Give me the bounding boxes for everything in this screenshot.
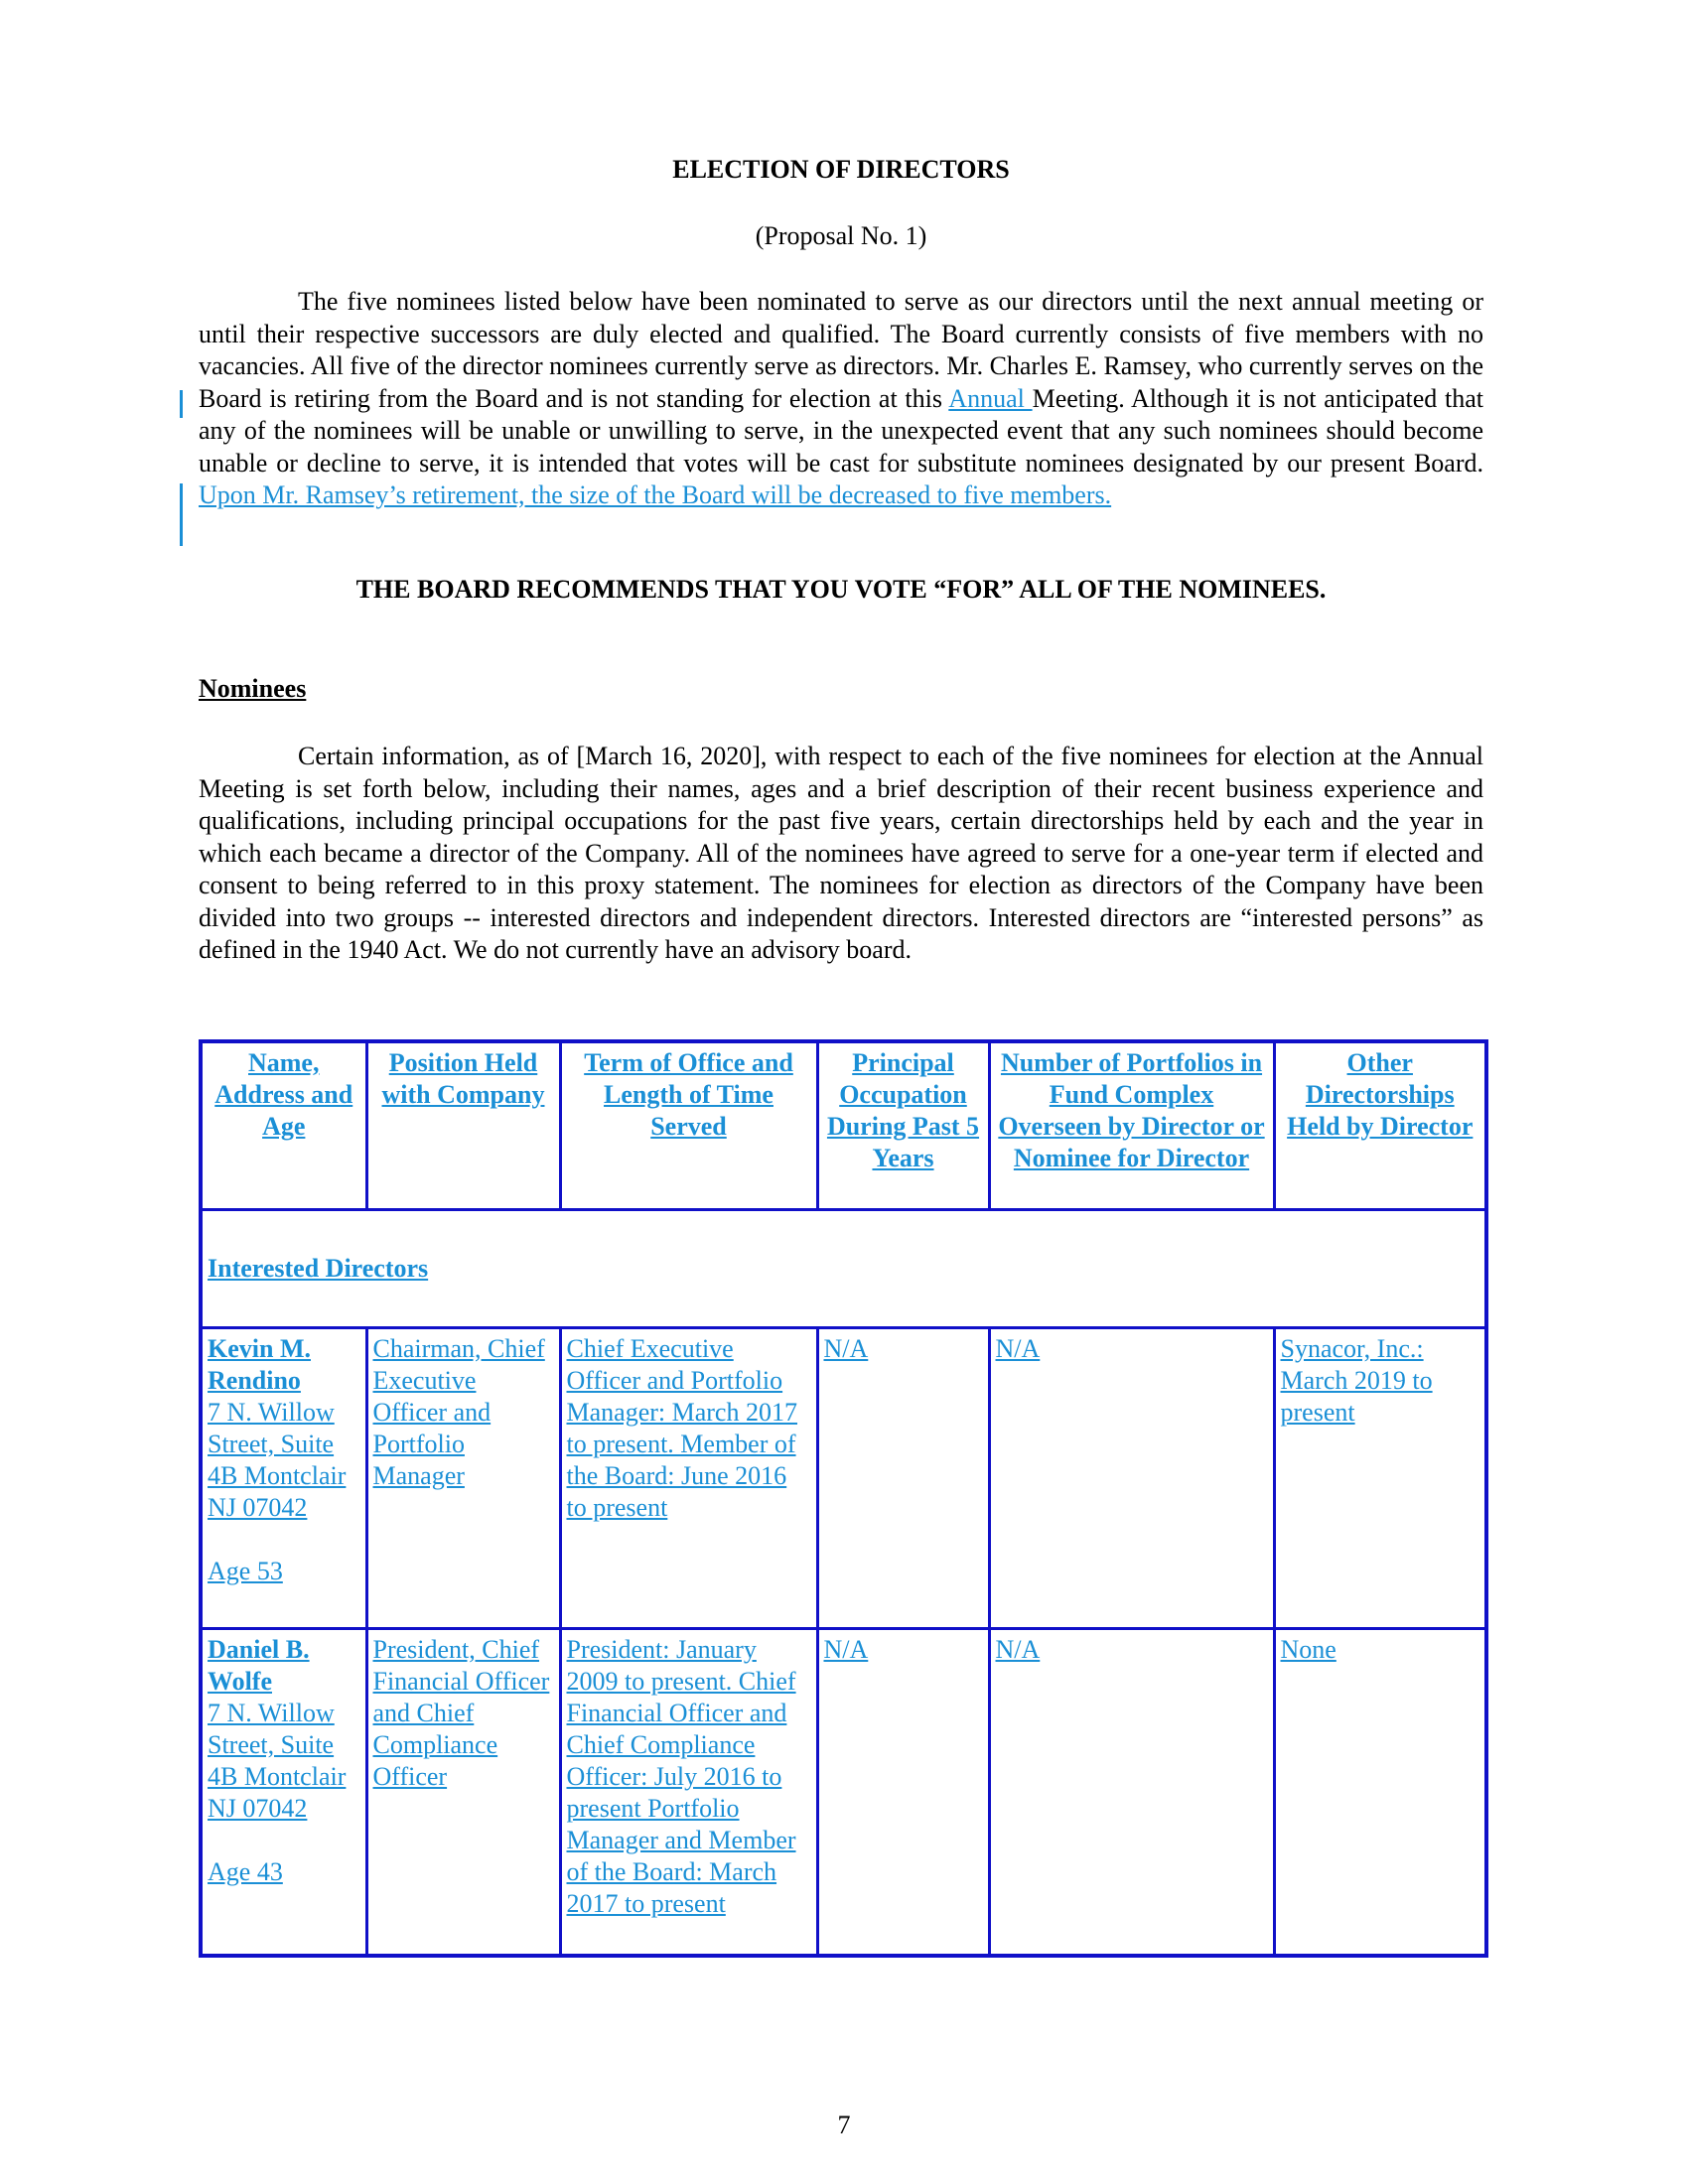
director-portfolios[interactable]: N/A bbox=[995, 1635, 1041, 1664]
nominees-heading: Nominees bbox=[199, 674, 307, 703]
name-cell bbox=[201, 1328, 366, 1629]
position-cell bbox=[366, 1629, 560, 1957]
interested-directors-label[interactable]: Interested Directors bbox=[201, 1210, 1486, 1328]
table-row bbox=[201, 1328, 1486, 1629]
annual-link[interactable]: Annual bbox=[948, 383, 1033, 413]
proposal-subtitle: (Proposal No. 1) bbox=[755, 221, 927, 250]
director-other-directorships[interactable]: None bbox=[1280, 1635, 1336, 1664]
director-occupation[interactable]: N/A bbox=[823, 1334, 869, 1363]
intro-text-2: Meeting. Although it is not anticipated that any of the nominees will be unable or unwilling to serve, in the unexpected event that any such nominees should become unable or decline to serve, it is intended that votes will be cast for substitute nominees designated by our present Board. bbox=[199, 383, 1483, 478]
occupation-cell bbox=[817, 1629, 989, 1957]
retirement-link[interactable]: Upon Mr. Ramsey’s retirement, the size of the Board will be decreased to five members. bbox=[199, 480, 1112, 509]
header-occupation[interactable]: Principal Occupation During Past 5 Years bbox=[817, 1041, 989, 1210]
directors-table bbox=[199, 1039, 1488, 1958]
portfolios-cell bbox=[989, 1629, 1274, 1957]
page-number: 7 bbox=[837, 2111, 851, 2139]
header-name-address-age[interactable]: Name, Address and Age bbox=[201, 1041, 366, 1210]
intro-paragraph bbox=[199, 286, 1483, 512]
director-address[interactable]: 7 N. Willow Street, Suite 4B Montclair NJ 07042 bbox=[208, 1398, 347, 1522]
term-cell bbox=[560, 1629, 817, 1957]
director-term[interactable]: President: January 2009 to present. Chief Financial Officer and Chief Compliance Officer: July 2016 to present Portfolio Manager and Member of the Board: March 2017 to present bbox=[566, 1635, 796, 1918]
header-portfolios[interactable]: Number of Portfolios in Fund Complex Overseen by Director or Nominee for Director bbox=[989, 1041, 1274, 1210]
director-other-directorships[interactable]: Synacor, Inc.: March 2019 to present bbox=[1280, 1334, 1433, 1427]
header-other-directorships[interactable]: Other Directorships Held by Director bbox=[1274, 1041, 1486, 1210]
director-age[interactable]: Age 43 bbox=[208, 1857, 283, 1886]
director-name[interactable]: Kevin M. Rendino bbox=[208, 1334, 311, 1395]
header-position[interactable]: Position Held with Company bbox=[366, 1041, 560, 1210]
intro-text-1: The five nominees listed below have been nominated to serve as our directors until the next annual meeting or until their respective successors are duly elected and qualified. The Board currently consists of five members with no vacancies. All five of the director nominees currently serve as directors. Mr. Charles E. Ramsey, who currently serves on the Board is retiring from the Board and is not standing for election at this bbox=[199, 287, 1483, 413]
director-position[interactable]: President, Chief Financial Officer and Chief Compliance Officer bbox=[372, 1635, 550, 1791]
page-title: ELECTION OF DIRECTORS bbox=[672, 155, 1010, 184]
position-cell bbox=[366, 1328, 560, 1629]
director-age[interactable]: Age 53 bbox=[208, 1557, 283, 1585]
table-header-row bbox=[201, 1041, 1486, 1210]
director-occupation[interactable]: N/A bbox=[823, 1635, 869, 1664]
director-position[interactable]: Chairman, Chief Executive Officer and Portfolio Manager bbox=[372, 1334, 545, 1490]
change-bar bbox=[180, 483, 183, 546]
director-portfolios[interactable]: N/A bbox=[995, 1334, 1041, 1363]
table-row bbox=[201, 1629, 1486, 1957]
name-cell bbox=[201, 1629, 366, 1957]
term-cell bbox=[560, 1328, 817, 1629]
change-bar bbox=[180, 390, 183, 418]
director-term[interactable]: Chief Executive Officer and Portfolio Manager: March 2017 to present. Member of the Board: June 2016 to present bbox=[566, 1334, 797, 1522]
director-address[interactable]: 7 N. Willow Street, Suite 4B Montclair NJ 07042 bbox=[208, 1699, 347, 1823]
board-recommendation: THE BOARD RECOMMENDS THAT YOU VOTE “FOR” ALL OF THE NOMINEES. bbox=[355, 575, 1327, 604]
director-name[interactable]: Daniel B. Wolfe bbox=[208, 1635, 310, 1696]
other-directorships-cell bbox=[1274, 1328, 1486, 1629]
header-term[interactable]: Term of Office and Length of Time Served bbox=[560, 1041, 817, 1210]
occupation-cell bbox=[817, 1328, 989, 1629]
other-directorships-cell bbox=[1274, 1629, 1486, 1957]
portfolios-cell bbox=[989, 1328, 1274, 1629]
nominees-paragraph: Certain information, as of [March 16, 2020], with respect to each of the five nominees for election at the Annual Meeting is set forth below, including their names, ages and a brief description of their recent business experience and qualifications, including principal occupations for the past five years, certain directorships held by each and the year in which each became a director of the Company. All of the nominees have agreed to serve for a one-year term if elected and consent to being referred to in this proxy statement. The nominees for election as directors of the Company have been divided into two groups -- interested directors and independent directors. Interested directors are “interested persons” as defined in the 1940 Act. We do not currently have an advisory board. bbox=[199, 742, 1483, 964]
section-row bbox=[201, 1210, 1486, 1328]
